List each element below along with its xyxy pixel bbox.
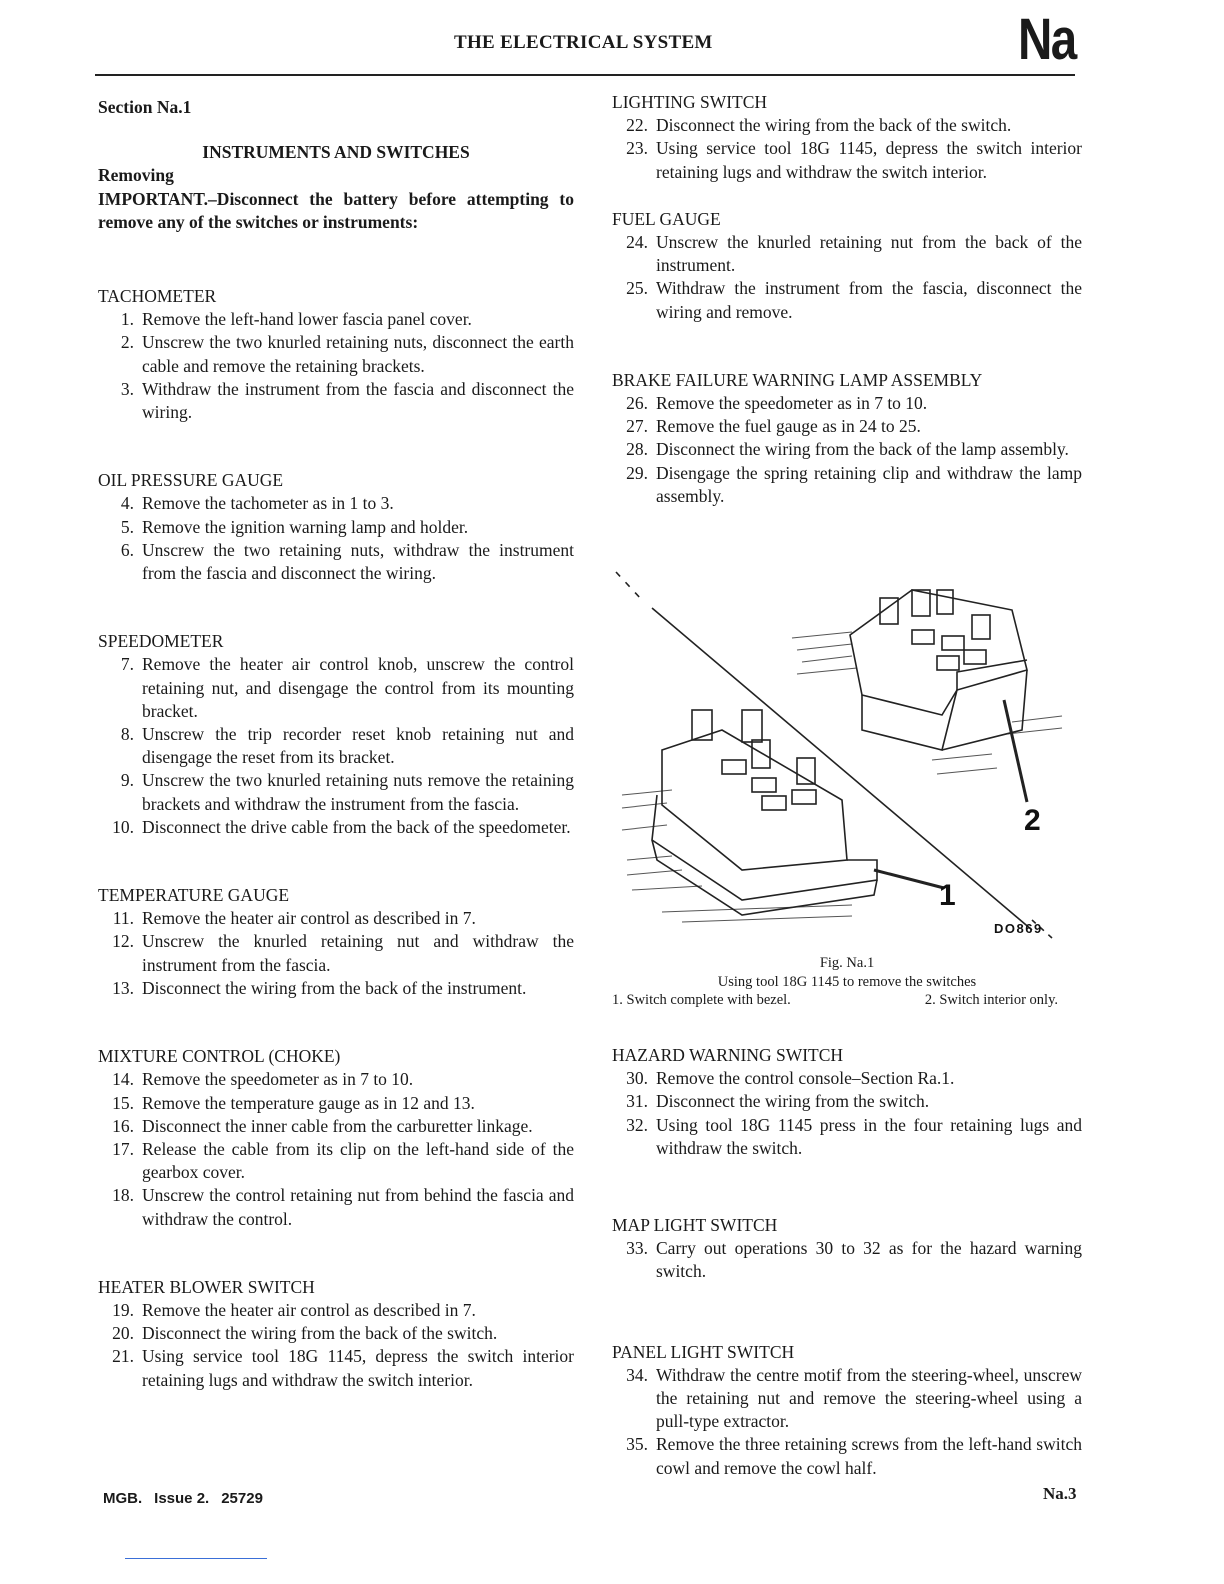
step-number: 20.: [112, 1323, 134, 1344]
step-number: 13.: [112, 977, 134, 998]
procedure-steps: [98, 1299, 574, 1392]
page-header-title: THE ELECTRICAL SYSTEM: [454, 32, 713, 53]
procedure-step: [612, 392, 1082, 415]
procedure-step: [98, 1092, 574, 1115]
step-number: 2.: [120, 332, 134, 353]
right-column-bottom: [612, 1044, 1082, 1480]
procedure-step: [98, 308, 574, 331]
procedure-step: [612, 137, 1082, 183]
procedure-step: [98, 516, 574, 539]
step-text: Remove the three retaining screws from the left-hand switch cowl and remove the cowl half.: [656, 1434, 1082, 1478]
step-text: Remove the ignition warning lamp and holder.: [142, 516, 469, 537]
step-text: Using tool 18G 1145 press in the four retaining lugs and withdraw the switch.: [656, 1114, 1082, 1158]
procedure-heading: HAZARD WARNING SWITCH: [612, 1045, 844, 1065]
step-text: Carry out operations 30 to 32 as for the hazard warning switch.: [656, 1238, 1082, 1282]
procedure-steps: [98, 308, 574, 424]
step-text: Using service tool 18G 1145, depress the switch interior retaining lugs and withdraw the switch interior.: [656, 138, 1082, 182]
procedure-step: [98, 930, 574, 976]
step-text: Using service tool 18G 1145, depress the switch interior retaining lugs and withdraw the switch interior.: [142, 1346, 574, 1390]
section-title: INSTRUMENTS AND SWITCHES: [202, 142, 470, 163]
figure-reference: DO869: [994, 921, 1043, 936]
step-number: 19.: [112, 1299, 134, 1320]
section-code: Na: [1018, 7, 1076, 72]
step-number: 11.: [112, 908, 134, 929]
step-text: Disconnect the wiring from the back of the switch.: [142, 1323, 498, 1344]
procedure-step: [612, 1364, 1082, 1434]
procedure-steps: [98, 907, 574, 1000]
figure-switch-removal: [612, 560, 1082, 960]
figure-caption-subtitle: Using tool 18G 1145 to remove the switches: [717, 974, 977, 990]
procedure-step: [98, 378, 574, 424]
step-number: 26.: [626, 393, 648, 414]
step-text: Unscrew the knurled retaining nut and withdraw the instrument from the fascia.: [142, 931, 574, 975]
step-number: 6.: [120, 539, 134, 560]
step-number: 25.: [626, 278, 648, 299]
procedure-heading: OIL PRESSURE GAUGE: [98, 470, 284, 491]
step-number: 31.: [626, 1091, 648, 1112]
step-text: Unscrew the two retaining nuts, withdraw the instrument from the fascia and disconnect the wiring.: [142, 539, 574, 584]
procedure-heading: BRAKE FAILURE WARNING LAMP ASSEMBLY: [612, 369, 983, 390]
procedure-step: [612, 438, 1082, 461]
procedure-heading: LIGHTING SWITCH: [612, 92, 768, 112]
procedure-step: [612, 462, 1082, 508]
step-text: Unscrew the knurled retaining nut from the back of the instrument.: [656, 232, 1082, 276]
step-text: Unscrew the two knurled retaining nuts, disconnect the earth cable and remove the retaining brackets.: [142, 332, 574, 376]
right-column-top: [612, 91, 1082, 508]
step-text: Disengage the spring retaining clip and withdraw the lamp assembly.: [656, 462, 1082, 506]
step-text: Disconnect the wiring from the back of the lamp assembly.: [656, 439, 1069, 460]
procedure-step: [98, 977, 574, 1000]
procedure-step: [612, 1090, 1082, 1113]
step-text: Disconnect the drive cable from the back of the speedometer.: [142, 816, 571, 837]
step-number: 32.: [626, 1114, 648, 1135]
procedure-heading: SPEEDOMETER: [98, 631, 224, 652]
step-text: Withdraw the centre motif from the steering-wheel, unscrew the retaining nut and remove the steering-wheel using a pull-type extractor.: [656, 1364, 1082, 1432]
step-text: Remove the tachometer as in 1 to 3.: [142, 493, 394, 514]
procedure-step: [98, 1068, 574, 1091]
step-number: 5.: [120, 516, 134, 537]
step-text: Remove the heater air control as described in 7.: [142, 1299, 476, 1320]
procedure-step: [98, 492, 574, 515]
step-number: 15.: [112, 1092, 134, 1113]
figure-legend-1: 1. Switch complete with bezel.: [612, 992, 791, 1008]
figure-callout-1: 1: [939, 879, 956, 912]
step-text: Withdraw the instrument from the fascia, disconnect the wiring and remove.: [656, 278, 1082, 322]
procedure-step: [98, 539, 574, 585]
step-number: 12.: [112, 931, 134, 952]
procedure-step: [98, 769, 574, 815]
procedure-step: [612, 1114, 1082, 1160]
procedure-step: [98, 653, 574, 723]
step-number: 7.: [120, 654, 134, 675]
right-bottom-procedure-list: [612, 1044, 1082, 1480]
section-spacer: [98, 585, 574, 630]
removing-heading: Removing: [98, 165, 174, 186]
left-column: [98, 96, 574, 1392]
step-number: 35.: [626, 1434, 648, 1455]
procedure-steps: [98, 1068, 574, 1230]
procedure-step: [98, 907, 574, 930]
procedure-heading: TACHOMETER: [98, 286, 217, 307]
step-number: 23.: [626, 138, 648, 159]
procedure-heading: PANEL LIGHT SWITCH: [612, 1341, 795, 1362]
important-note: IMPORTANT.–Disconnect the battery before attempting to remove any of the switches or instruments:: [98, 188, 574, 232]
section-spacer: [98, 1231, 574, 1276]
step-number: 4.: [120, 493, 134, 514]
procedure-steps: [612, 114, 1082, 184]
footer-model: MGB.: [103, 1490, 143, 1507]
step-text: Unscrew the trip recorder reset knob retaining nut and disengage the reset from its bracket.: [142, 724, 574, 768]
step-number: 14.: [112, 1069, 134, 1090]
step-number: 24.: [626, 232, 648, 253]
procedure-step: [612, 114, 1082, 137]
procedure-step: [98, 1184, 574, 1230]
figure-caption: [612, 954, 1082, 1010]
step-number: 18.: [112, 1185, 134, 1206]
step-number: 16.: [112, 1115, 134, 1136]
section-label: Section Na.1: [98, 97, 192, 117]
step-number: 3.: [120, 378, 134, 399]
procedure-step: [98, 1345, 574, 1391]
procedure-heading: MIXTURE CONTROL (CHOKE): [98, 1046, 341, 1067]
step-number: 28.: [626, 439, 648, 460]
procedure-step: [98, 1299, 574, 1322]
section-spacer: [612, 1284, 1082, 1341]
figure-callout-2: 2: [1024, 804, 1041, 837]
step-number: 22.: [626, 115, 648, 136]
footer-number: 25729: [221, 1490, 263, 1507]
figure-caption-title: Fig. Na.1: [819, 955, 875, 971]
step-number: 30.: [626, 1068, 648, 1089]
procedure-step: [612, 1067, 1082, 1090]
step-number: 9.: [120, 770, 134, 791]
procedure-heading: FUEL GAUGE: [612, 208, 721, 229]
procedure-step: [612, 415, 1082, 438]
step-number: 1.: [120, 309, 134, 330]
procedure-steps: [612, 1364, 1082, 1480]
step-number: 27.: [626, 416, 648, 437]
step-text: Unscrew the two knurled retaining nuts remove the retaining brackets and withdraw the instrument from the fascia.: [142, 770, 574, 814]
procedure-step: [98, 331, 574, 377]
step-text: Unscrew the control retaining nut from behind the fascia and withdraw the control.: [142, 1185, 574, 1229]
procedure-steps: [612, 1067, 1082, 1160]
procedure-heading: MAP LIGHT SWITCH: [612, 1215, 778, 1236]
footer-divider: [125, 1558, 267, 1559]
procedure-step: [612, 231, 1082, 277]
section-spacer: [612, 184, 1082, 208]
procedure-step: [98, 1115, 574, 1138]
step-text: Disconnect the wiring from the back of the switch.: [656, 115, 1012, 136]
switch-illustration: [612, 560, 1082, 960]
procedure-steps: [98, 492, 574, 585]
step-text: Remove the control console–Section Ra.1.: [656, 1068, 955, 1089]
left-procedure-list: [98, 234, 574, 1392]
procedure-step: [98, 723, 574, 769]
section-spacer: [612, 324, 1082, 369]
page-number: Na.3: [1043, 1484, 1077, 1503]
procedure-heading: TEMPERATURE GAUGE: [98, 885, 290, 906]
step-text: Remove the speedometer as in 7 to 10.: [656, 393, 928, 414]
step-number: 21.: [112, 1346, 134, 1367]
procedure-step: [612, 1433, 1082, 1479]
section-spacer: [98, 424, 574, 469]
step-text: Remove the heater air control as described in 7.: [142, 908, 476, 929]
step-text: Disconnect the wiring from the switch.: [656, 1091, 930, 1112]
step-text: Remove the temperature gauge as in 12 and 13.: [142, 1092, 475, 1113]
step-text: Remove the fuel gauge as in 24 to 25.: [656, 416, 921, 437]
step-number: 10.: [112, 816, 134, 837]
section-spacer: [612, 1160, 1082, 1214]
procedure-heading: HEATER BLOWER SWITCH: [98, 1276, 315, 1297]
footer-issue-label: Issue 2.: [154, 1490, 210, 1507]
procedure-steps: [612, 231, 1082, 324]
step-number: 34.: [626, 1364, 648, 1385]
step-text: Disconnect the wiring from the back of the instrument.: [142, 977, 527, 998]
section-spacer: [98, 1000, 574, 1045]
step-text: Release the cable from its clip on the left-hand side of the gearbox cover.: [142, 1138, 574, 1183]
step-number: 8.: [120, 724, 134, 745]
procedure-step: [98, 1322, 574, 1345]
right-top-procedure-list: [612, 91, 1082, 508]
step-number: 33.: [626, 1238, 648, 1259]
procedure-steps: [612, 392, 1082, 508]
step-text: Remove the left-hand lower fascia panel cover.: [142, 309, 472, 330]
procedure-step: [612, 277, 1082, 323]
step-text: Remove the speedometer as in 7 to 10.: [142, 1069, 414, 1090]
procedure-step: [612, 1237, 1082, 1283]
step-number: 17.: [112, 1138, 134, 1159]
step-text: Withdraw the instrument from the fascia and disconnect the wiring.: [142, 378, 574, 423]
procedure-step: [98, 816, 574, 839]
step-number: 29.: [626, 462, 648, 483]
footer-issue: [103, 1490, 275, 1507]
procedure-step: [98, 1138, 574, 1184]
procedure-steps: [612, 1237, 1082, 1283]
procedure-steps: [98, 653, 574, 839]
header-rule: [95, 74, 1075, 76]
figure-legend-2: 2. Switch interior only.: [924, 992, 1058, 1008]
section-spacer: [98, 234, 574, 285]
section-spacer: [98, 839, 574, 884]
step-text: Remove the heater air control knob, unscrew the control retaining nut, and disengage the control from its mounting bracket.: [142, 654, 574, 721]
step-text: Disconnect the inner cable from the carburetter linkage.: [142, 1115, 533, 1136]
